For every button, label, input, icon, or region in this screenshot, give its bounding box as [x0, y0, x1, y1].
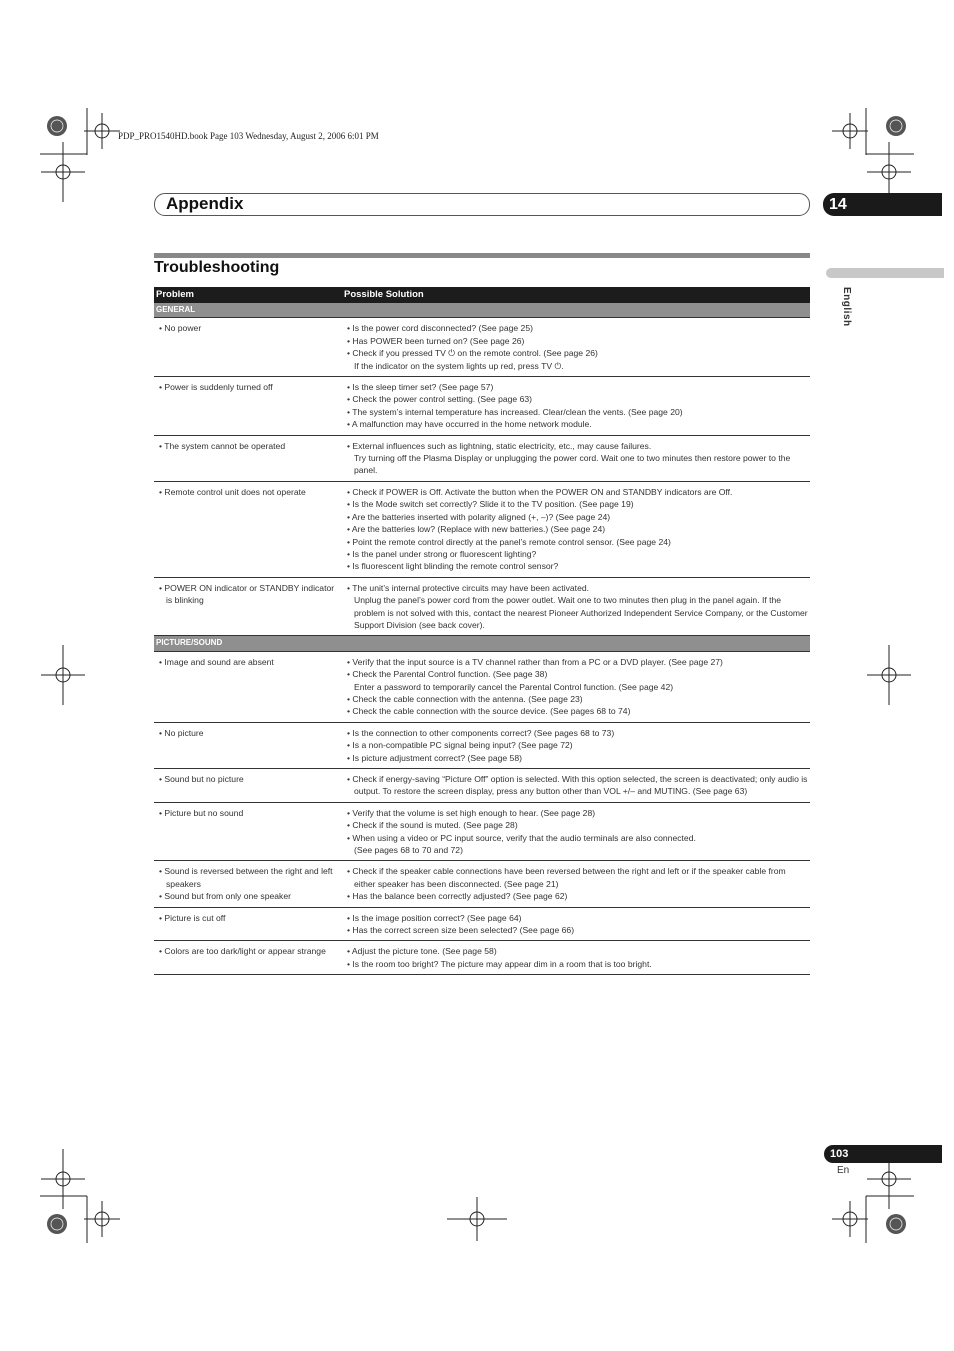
- solution-text: • Is the power cord disconnected? (See page 25): [347, 323, 533, 334]
- solution-text: • Has the correct screen size been selected? (See page 66): [347, 925, 575, 936]
- table-row: [154, 377, 810, 436]
- solution-text: • Check if the speaker cable connections have been reversed between the right and left or if the speaker cable from either speaker has been disconnected. (See page 21): [347, 866, 786, 889]
- section-rule: [154, 253, 810, 258]
- solution-text: • Are the batteries inserted with polarity aligned (+, –)? (See page 24): [347, 511, 611, 522]
- problem-text: • Colors are too dark/light or appear strange: [159, 946, 326, 957]
- solution-text: Try turning off the Plasma Display or unplugging the power cord. Wait one to two minutes then restore power to the panel.: [354, 453, 791, 476]
- table-row: [154, 907, 810, 941]
- problem-text: • The system cannot be operated: [159, 440, 286, 451]
- column-header-problem: Problem: [154, 287, 342, 303]
- language-tab-bar: [826, 268, 944, 278]
- solution-text: • Is a non-compatible PC signal being input? (See page 72): [347, 740, 573, 751]
- table-row: [154, 435, 810, 481]
- table-row: [154, 941, 810, 975]
- table-body: [154, 303, 810, 975]
- solution-text: • Check if the sound is muted. (See page 28): [347, 820, 518, 831]
- solution-text: • Is the room too bright? The picture may appear dim in a room that is too bright.: [347, 958, 652, 969]
- solution-text: • Check the Parental Control function. (See page 38): [347, 669, 548, 680]
- solution-text: • Is the connection to other components correct? (See pages 68 to 73): [347, 727, 615, 738]
- solution-cell: [342, 941, 810, 975]
- troubleshooting-table: [154, 287, 810, 975]
- solution-text: • Verify that the input source is a TV channel rather than from a PC or a DVD player. (See page 27): [347, 656, 723, 667]
- solution-text: • Check the power control setting. (See page 63): [347, 394, 533, 405]
- solution-text: • Is fluorescent light blinding the remote control sensor?: [347, 561, 559, 572]
- problem-text: • Picture but no sound: [159, 807, 244, 818]
- solution-cell: [342, 377, 810, 436]
- category-label: GENERAL: [154, 303, 810, 318]
- solution-text: • Is the image position correct? (See page 64): [347, 912, 522, 923]
- solution-text: If the indicator on the system lights up red, press TV ⏻.: [354, 360, 564, 371]
- solution-cell: [342, 722, 810, 768]
- problem-text: • Remote control unit does not operate: [159, 486, 306, 497]
- file-info: PDP_PRO1540HD.book Page 103 Wednesday, August 2, 2006 6:01 PM: [118, 131, 379, 141]
- table-row: [154, 722, 810, 768]
- problem-cell: [154, 861, 342, 907]
- table-row: [154, 802, 810, 861]
- appendix-header-bar: [154, 193, 810, 216]
- problem-text: • Picture is cut off: [159, 912, 226, 923]
- problem-cell: [154, 651, 342, 722]
- page-language: En: [837, 1165, 850, 1176]
- category-row: [154, 636, 810, 651]
- solution-text: • Is picture adjustment correct? (See page 58): [347, 752, 522, 763]
- table-row: [154, 861, 810, 907]
- table-row: [154, 769, 810, 803]
- solution-text: • Adjust the picture tone. (See page 58): [347, 946, 497, 957]
- page-number: 103: [830, 1148, 849, 1160]
- problem-cell: [154, 377, 342, 436]
- solution-text: • Check if energy-saving “Picture Off” option is selected. With this option selected, the screen is deactivated; only audio is output. To restore the screen display, press any button other than VOL +/– and MUTING. (See page 63): [347, 774, 808, 797]
- solution-text: Enter a password to temporarily cancel the Parental Control function. (See page 42): [354, 681, 674, 692]
- appendix-title: Appendix: [166, 194, 244, 213]
- solution-text: • Is the sleep timer set? (See page 57): [347, 382, 494, 393]
- solution-text: • Check the cable connection with the antenna. (See page 23): [347, 693, 583, 704]
- problem-text: • POWER ON indicator or STANDBY indicator is blinking: [159, 582, 335, 606]
- problem-cell: [154, 318, 342, 377]
- problem-text: • Sound is reversed between the right and left speakers: [159, 866, 333, 889]
- section-title: Troubleshooting: [154, 259, 280, 276]
- category-label: PICTURE/SOUND: [154, 636, 810, 651]
- problem-cell: [154, 769, 342, 803]
- solution-text: • Are the batteries low? (Replace with new batteries.) (See page 24): [347, 524, 606, 535]
- table-row: [154, 651, 810, 722]
- solution-text: Unplug the panel’s power cord from the power outlet. Wait one to two minutes then plug in the panel again. If the problem is not solved with this, contact the nearest Pioneer Authorized Independent Service Company, or the Customer Support Division (see back cover).: [354, 595, 808, 630]
- problem-cell: [154, 907, 342, 941]
- solution-cell: [342, 651, 810, 722]
- problem-cell: [154, 577, 342, 636]
- solution-cell: [342, 318, 810, 377]
- solution-text: • Has POWER been turned on? (See page 26): [347, 335, 525, 346]
- problem-cell: [154, 941, 342, 975]
- solution-text: • The system’s internal temperature has increased. Clear/clean the vents. (See page 20): [347, 406, 683, 417]
- solution-cell: [342, 907, 810, 941]
- solution-cell: [342, 861, 810, 907]
- solution-text: • Is the panel under strong or fluorescent lighting?: [347, 548, 537, 559]
- problem-cell: [154, 802, 342, 861]
- problem-text: • Image and sound are absent: [159, 656, 274, 667]
- solution-text: • A malfunction may have occurred in the home network module.: [347, 419, 592, 430]
- solution-text: • Is the Mode switch set correctly? Slide it to the TV position. (See page 19): [347, 499, 634, 510]
- column-header-solution: Possible Solution: [342, 287, 810, 303]
- problem-text: • Sound but from only one speaker: [159, 891, 291, 902]
- solution-text: • Verify that the volume is set high enough to hear. (See page 28): [347, 807, 596, 818]
- problem-text: • No picture: [159, 727, 204, 738]
- table-row: [154, 318, 810, 377]
- problem-text: • Power is suddenly turned off: [159, 382, 273, 393]
- solution-text: • Point the remote control directly at the panel’s remote control sensor. (See page 24): [347, 536, 671, 547]
- solution-cell: [342, 769, 810, 803]
- solution-cell: [342, 435, 810, 481]
- solution-text: • Check if POWER is Off. Activate the button when the POWER ON and STANDBY indicators are Off.: [347, 486, 733, 497]
- solution-text: • External influences such as lightning, static electricity, etc., may cause failures.: [347, 440, 652, 451]
- solution-cell: [342, 481, 810, 577]
- solution-cell: [342, 802, 810, 861]
- solution-text: • The unit’s internal protective circuits may have been activated.: [347, 582, 590, 593]
- solution-text: • Check if you pressed TV ⏻ on the remote control. (See page 26): [347, 348, 598, 359]
- solution-text: • When using a video or PC input source, verify that the audio terminals are also connected.: [347, 832, 696, 843]
- solution-text: • Check the cable connection with the source device. (See pages 68 to 74): [347, 706, 631, 717]
- solution-text: (See pages 68 to 70 and 72): [354, 845, 463, 856]
- table-row: [154, 481, 810, 577]
- problem-cell: [154, 722, 342, 768]
- solution-cell: [342, 577, 810, 636]
- problem-cell: [154, 481, 342, 577]
- solution-text: • Has the balance been correctly adjusted? (See page 62): [347, 891, 568, 902]
- language-tab-label: English: [841, 287, 852, 327]
- table-header-row: [154, 287, 810, 303]
- chapter-number: 14: [829, 196, 847, 213]
- problem-text: • Sound but no picture: [159, 774, 244, 784]
- table-row: [154, 577, 810, 636]
- problem-cell: [154, 435, 342, 481]
- problem-text: • No power: [159, 323, 202, 334]
- category-row: [154, 303, 810, 318]
